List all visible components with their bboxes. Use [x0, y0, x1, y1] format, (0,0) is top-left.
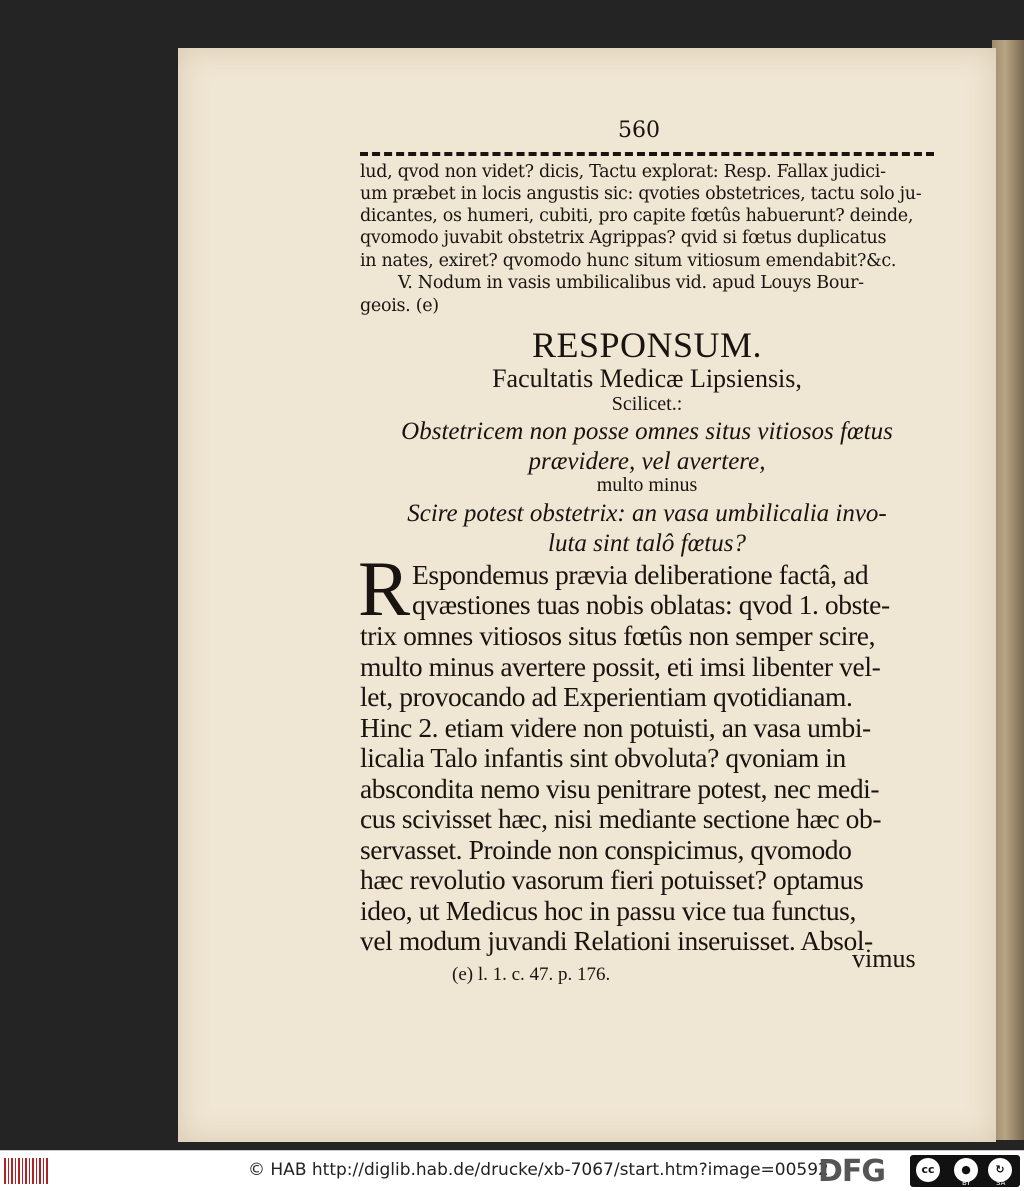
catchword: vimus	[852, 944, 916, 973]
sa-label: SA	[996, 1179, 1006, 1187]
cc-license-badge[interactable]	[910, 1155, 1020, 1187]
cc-icon: cc	[916, 1158, 940, 1182]
text-line: in nates, exiret? qvomodo hunc situm vitiosum emendabit?&c.	[360, 251, 897, 271]
italic-line: prævidere, vel avertere,	[528, 448, 766, 475]
sa-icon: ↻	[988, 1158, 1012, 1182]
text-line: hæc revolutio vasorum fieri potuisset? optamus	[360, 864, 864, 895]
text-line: Espondemus prævia deliberatione factâ, ad	[412, 559, 869, 590]
text-line: trix omnes vitiosos situs fœtûs non semper scire,	[360, 620, 876, 651]
dfg-logo: DFG	[818, 1154, 886, 1189]
text-line: servasset. Proinde non conspicimus, qvomodo	[360, 834, 852, 865]
multo-minus-heading: multo minus	[596, 474, 698, 496]
text-line: multo minus avertere possit, eti imsi libenter vel-	[360, 651, 881, 682]
text-line: geois. (e)	[360, 296, 439, 316]
page-number: 560	[618, 118, 660, 143]
responsum-heading: RESPONSUM.	[531, 325, 763, 365]
scilicet-heading: Scilicet.:	[611, 393, 683, 415]
text-line: Hinc 2. etiam videre non potuisti, an vasa umbi-	[360, 712, 871, 743]
italic-line: Scire potest obstetrix: an vasa umbilicalia invo-	[407, 500, 887, 527]
italic-line: Obstetricem non posse omnes situs vitiosos fœtus	[401, 418, 893, 445]
header-rule	[360, 152, 934, 156]
text-line: dicantes, os humeri, cubiti, pro capite fœtûs habuerunt? deinde,	[360, 206, 914, 226]
by-label: BY	[962, 1179, 971, 1187]
text-line: ideo, ut Medicus hoc in passu vice tua functus,	[360, 895, 856, 926]
text-line: V. Nodum in vasis umbilicalibus vid. apud Louys Bour-	[398, 273, 864, 293]
text-line: lud, qvod non videt? dicis, Tactu explorat: Resp. Fallax judici-	[360, 162, 886, 182]
drop-cap: R	[358, 545, 411, 632]
italic-line: luta sint talô fœtus?	[548, 530, 746, 557]
text-line: abscondita nemo visu penitrare potest, nec medi-	[360, 773, 880, 804]
text-line: cus scivisset hæc, nisi mediante sectione hæc ob-	[360, 803, 882, 834]
faculty-heading: Facultatis Medicæ Lipsiensis,	[492, 364, 802, 393]
page-edge	[992, 40, 1024, 1140]
footnote: (e) l. 1. c. 47. p. 176.	[452, 964, 611, 985]
hab-barcode-icon	[4, 1158, 48, 1184]
text-line: licalia Talo infantis sint obvoluta? qvoniam in	[360, 742, 846, 773]
by-icon: ●	[954, 1158, 978, 1182]
text-line: vel modum juvandi Relationi inseruisset. Absol-	[360, 925, 873, 956]
text-line: let, provocando ad Experientiam qvotidianam.	[360, 681, 853, 712]
viewer-footer	[0, 1150, 1024, 1191]
source-link[interactable]: © HAB http://diglib.hab.de/drucke/xb-7067/start.htm?image=00592	[248, 1160, 829, 1180]
text-line: um præbet in locis angustis sic: qvoties obstetrices, tactu solo ju-	[360, 184, 922, 204]
text-line: qvæstiones tuas nobis oblatas: qvod 1. obste-	[412, 589, 890, 620]
text-line: qvomodo juvabit obstetrix Agrippas? qvid si fœtus duplicatus	[360, 228, 887, 248]
